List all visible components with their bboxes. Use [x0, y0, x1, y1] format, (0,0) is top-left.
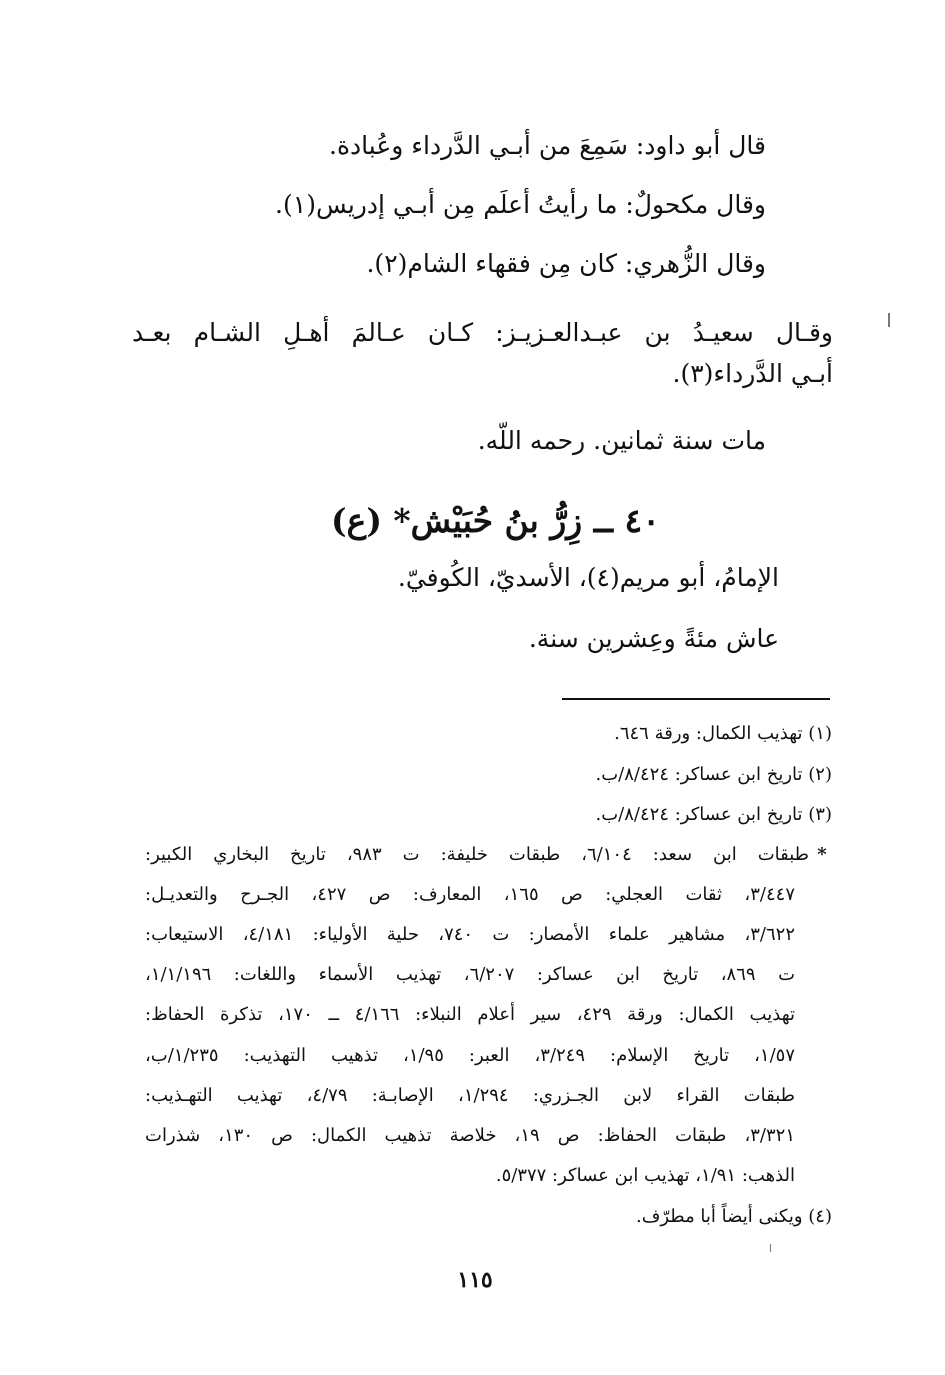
- text-line-said: وقـال سعيـدُ بن عبـدالعـزيـز: كـان عـالمَ أهـلِ الشـام بعـد: [132, 318, 833, 347]
- source-line-4: ت ٨٦٩، تاريخ ابن عساكر: ٦/٢٠٧، تهذيب الأسماء واللغات: ١/١/١٩٦،: [145, 964, 796, 985]
- subject-line-age: عاش مئةً وعِشرين سنة.: [528, 624, 779, 653]
- text-line-zuhri: وقال الزُّهري: كان مِن فقهاء الشام(٢).: [366, 249, 766, 278]
- biography-heading: ٤٠ ــ زِرُّ بنُ حُبَيْش* (ع): [331, 501, 660, 540]
- page-number: ١١٥: [457, 1267, 493, 1293]
- source-line-1: طبقات ابن سعد: ٦/١٠٤، طبقات خليفة: ت ٩٨٣، تاريخ البخاري الكبير:: [145, 844, 809, 865]
- text-line-abu-dawud: قال أبو داود: سَمِعَ من أبـي الدَّرداء وعُبادة.: [329, 131, 766, 160]
- source-line-7: طبقات القراء لابن الجـزري: ١/٢٩٤، الإصابـة: ٤/٧٩، تهذيب التهـذيب:: [145, 1085, 795, 1106]
- footnote-1: (١) تهذيب الكمال: ورقة ٦٤٦.: [614, 723, 832, 744]
- text-line-makhul: وقال مكحولٌ: ما رأيتُ أعلَم مِن أبـي إدريس(١).: [275, 190, 766, 219]
- subject-line-name: الإمامُ، أبو مريم(٤)، الأسديّ، الكُوفيّ.: [397, 563, 779, 592]
- scan-mark: [770, 1244, 771, 1252]
- source-line-3: ٣/٦٢٢، مشاهير علماء الأمصار: ت ٧٤٠، حلية الأولياء: ٤/١٨١، الاستيعاب:: [145, 924, 796, 945]
- source-line-2: ٣/٤٤٧، ثقات العجلي: ص ١٦٥، المعارف: ص ٤٢٧، الجـرح والتعديـل:: [145, 884, 795, 905]
- source-line-5: تهذيب الكمال: ورقة ٤٢٩، سير أعلام النبلاء: ٤/١٦٦ ــ ١٧٠، تذكرة الحفاظ:: [145, 1004, 795, 1025]
- source-star: *: [817, 844, 827, 865]
- footnote-4: (٤) ويكنى أيضاً أبا مطرّف.: [635, 1206, 832, 1227]
- text-line-death: مات سنة ثمانين. رحمه اللّه.: [477, 426, 766, 455]
- footnote-2: (٢) تاريخ ابن عساكر: ٨/٤٢٤/ب.: [595, 764, 832, 785]
- footnote-3: (٣) تاريخ ابن عساكر: ٨/٤٢٤/ب.: [595, 804, 832, 825]
- source-line-8: ٣/٣٢١، طبقات الحفاظ: ص ١٩، خلاصة تذهيب الكمال: ص ١٣٠، شذرات: [145, 1125, 796, 1146]
- text-line-said-continued: أبـي الدَّرداء(٣).: [672, 359, 833, 388]
- footnote-separator: [562, 698, 830, 700]
- margin-mark: [888, 313, 890, 327]
- source-line-9: الذهب: ١/٩١، تهذيب ابن عساكر: ٥/٣٧٧.: [495, 1165, 795, 1186]
- source-line-6: ١/٥٧، تاريخ الإسلام: ٣/٢٤٩، العبر: ١/٩٥، تذهيب التهذيب: ١/٢٣٥/ب،: [145, 1045, 795, 1066]
